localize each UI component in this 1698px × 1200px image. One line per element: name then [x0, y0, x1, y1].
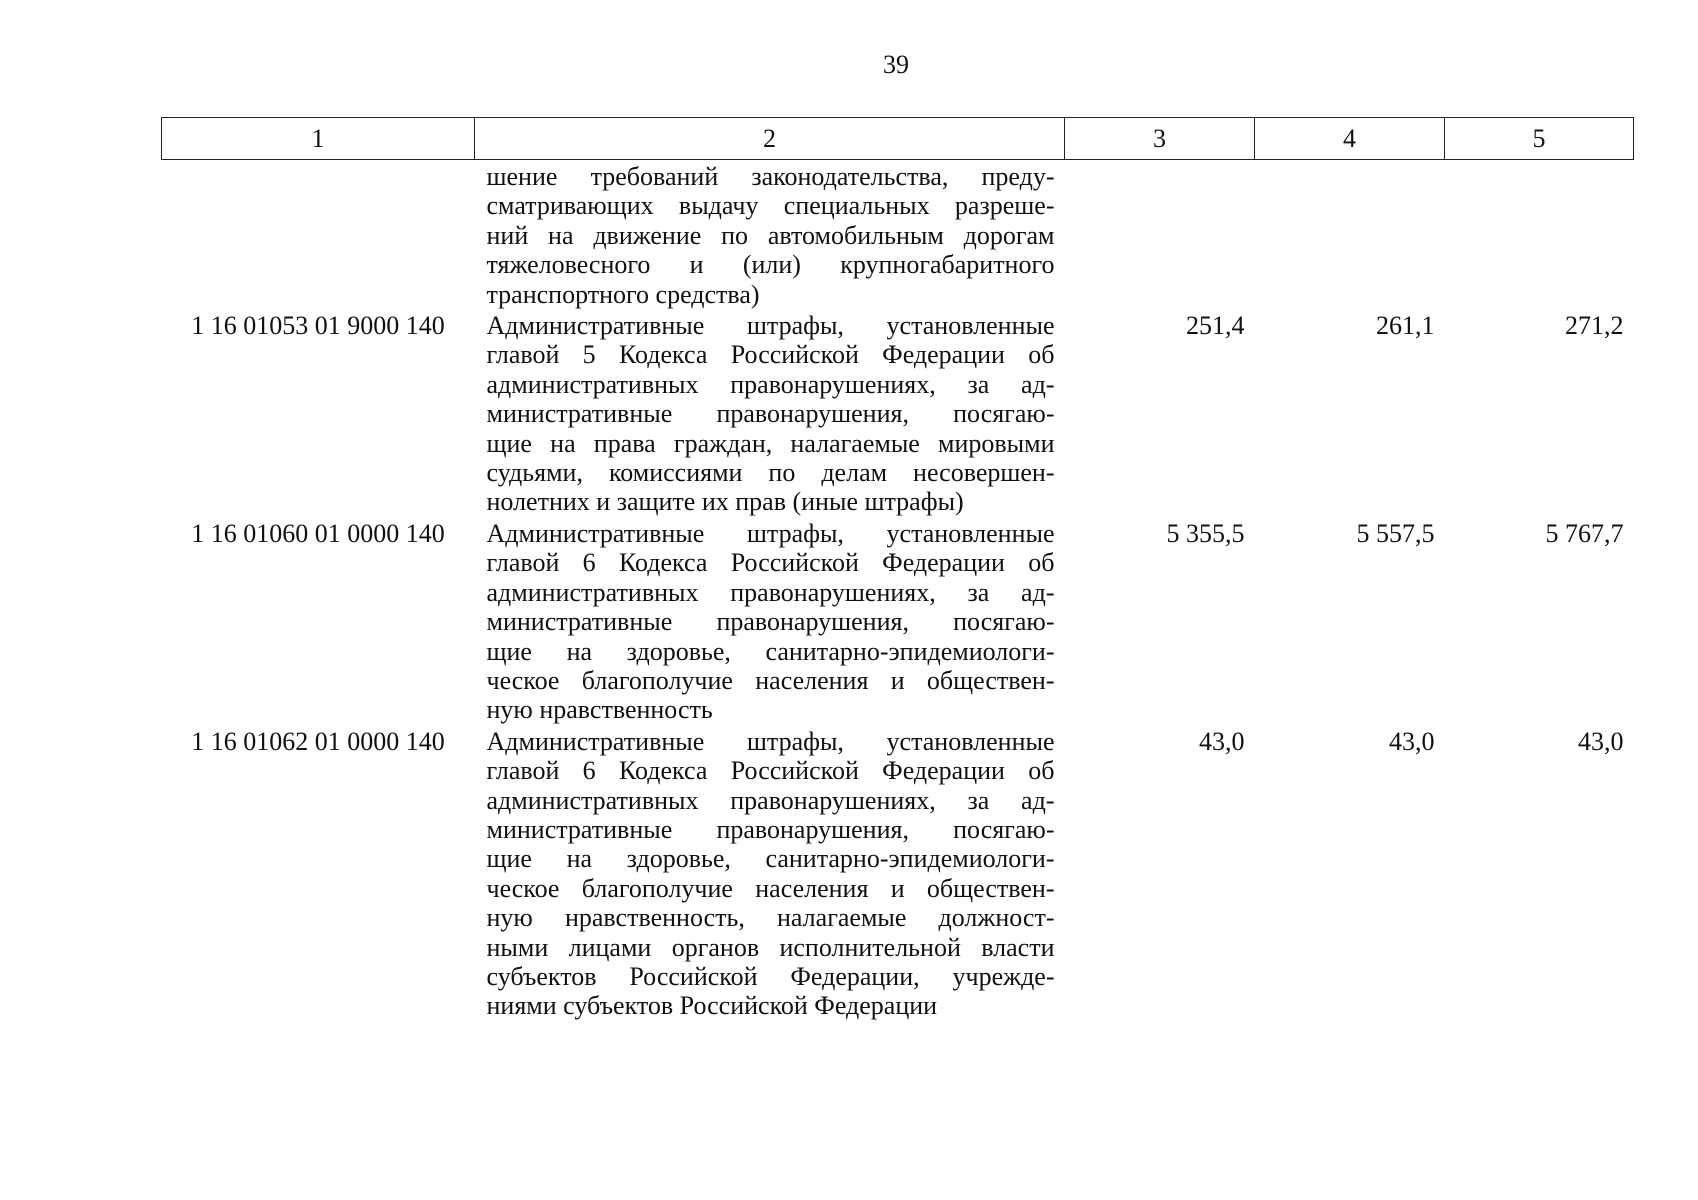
description-line: административных правонарушениях, за ад-	[486, 369, 1055, 399]
page-number: 39	[883, 50, 909, 79]
description-line: субъектов Российской Федерации, учрежде-	[486, 961, 1055, 991]
value-cell-3	[1065, 160, 1255, 310]
description-line: шение требований законодательства, преду-	[486, 162, 1055, 191]
description-line: ную нравственность	[486, 695, 713, 725]
table-row	[162, 309, 1634, 517]
table-header-row	[162, 118, 1634, 160]
description-line: главой 6 Кодекса Российской Федерации об	[486, 548, 1055, 578]
description-line: щие на здоровье, санитарно-эпидемиологи-	[486, 636, 1055, 666]
value-cell-4: 43,0	[1389, 726, 1435, 756]
description-line: транспортного средства)	[486, 279, 760, 309]
description-line: сматривающих выдачу специальных разреше-	[486, 191, 1055, 221]
table-row	[162, 517, 1634, 725]
column-header-2: 2	[475, 118, 1065, 160]
description-line: административных правонарушениях, за ад-	[486, 577, 1055, 607]
budget-table-container	[161, 117, 1633, 1021]
description-line: нолетних и защите их прав (иные штрафы)	[486, 487, 964, 517]
column-header-3: 3	[1065, 118, 1255, 160]
description-line: министративные правонарушения, посягаю-	[486, 399, 1055, 429]
column-header-4: 4	[1255, 118, 1445, 160]
description-line: главой 6 Кодекса Российской Федерации об	[486, 756, 1055, 786]
description-line: ную нравственность, налагаемые должност-	[486, 903, 1055, 933]
description-cell	[475, 160, 1065, 310]
description-line: щие на права граждан, налагаемые мировыми	[486, 428, 1055, 458]
code-cell: 1 16 01060 01 0000 140	[191, 518, 445, 548]
value-cell-3: 251,4	[1186, 311, 1245, 341]
value-cell-3: 43,0	[1199, 726, 1245, 756]
value-cell-5: 43,0	[1578, 726, 1624, 756]
description-line: ний на движение по автомобильным дорогам	[486, 220, 1055, 250]
value-cell-4: 261,1	[1376, 311, 1435, 341]
budget-table	[161, 117, 1634, 1021]
description-cell	[475, 309, 1065, 517]
description-line: ниями субъектов Российской Федерации	[486, 991, 938, 1021]
description-line: Административные штрафы, установленные	[486, 518, 1055, 548]
description-line: тяжеловесного и (или) крупногабаритного	[486, 250, 1055, 280]
description-cell	[475, 725, 1065, 1021]
value-cell-5	[1445, 160, 1634, 310]
description-line: министративные правонарушения, посягаю-	[486, 607, 1055, 637]
table-row-continuation	[162, 160, 1634, 310]
column-header-5: 5	[1445, 118, 1634, 160]
table-row	[162, 725, 1634, 1021]
description-line: министративные правонарушения, посягаю-	[486, 814, 1055, 844]
value-cell-5: 5 767,7	[1545, 518, 1624, 548]
description-line: судьями, комиссиями по делам несовершен-	[486, 458, 1055, 488]
description-line: ческое благополучие населения и обществен-	[486, 873, 1055, 903]
description-line: щие на здоровье, санитарно-эпидемиологи-	[486, 844, 1055, 874]
column-header-1: 1	[162, 118, 475, 160]
description-line: административных правонарушениях, за ад-	[486, 785, 1055, 815]
code-cell: 1 16 01053 01 9000 140	[191, 311, 445, 341]
value-cell-5: 271,2	[1565, 311, 1624, 341]
description-line: главой 5 Кодекса Российской Федерации об	[486, 340, 1055, 370]
description-line: Административные штрафы, установленные	[486, 311, 1055, 341]
description-cell	[475, 517, 1065, 725]
description-line: ческое благополучие населения и обществен-	[486, 665, 1055, 695]
code-cell	[162, 160, 475, 310]
description-line: ными лицами органов исполнительной власти	[486, 932, 1055, 962]
code-cell: 1 16 01062 01 0000 140	[191, 726, 445, 756]
description-line: Административные штрафы, установленные	[486, 726, 1055, 756]
value-cell-4: 5 557,5	[1356, 518, 1435, 548]
value-cell-4	[1255, 160, 1445, 310]
value-cell-3: 5 355,5	[1166, 518, 1245, 548]
